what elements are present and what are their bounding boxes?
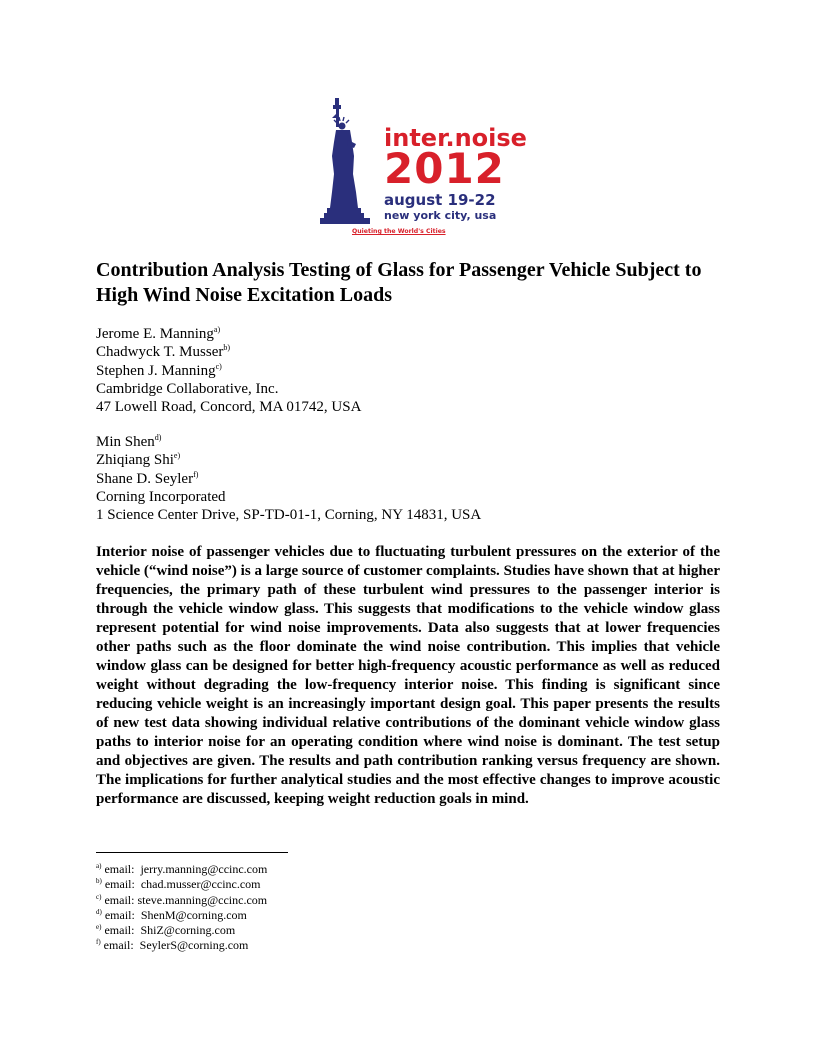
- logo-year: 2012: [384, 144, 505, 193]
- author-name: Min Shen: [96, 434, 155, 450]
- address: 1 Science Center Drive, SP-TD-01-1, Corning, NY 14831, USA: [96, 507, 482, 524]
- footnote-mark: c): [215, 361, 222, 371]
- paper-title: Contribution Analysis Testing of Glass for Passenger Vehicle Subject to High Wind Noise Excitation Loads: [96, 259, 702, 306]
- logo-tagline: Quieting the World's Cities: [352, 228, 446, 235]
- footnote-label: email:: [104, 877, 135, 892]
- footnote-mark: a): [96, 862, 102, 870]
- footnote-email: jerry.manning@ccinc.com: [140, 862, 268, 876]
- footnote-email: SeylerS@corning.com: [139, 938, 249, 953]
- footnote-label: email:: [104, 862, 135, 876]
- footnote-email: steve.manning@ccinc.com: [137, 892, 268, 907]
- abstract: Interior noise of passenger vehicles due to fluctuating turbulent pressures on the exterior of the vehicle (“wind noise”) is a large source of customer complaints. Studies have shown that at higher frequencies, the primary path of these turbulent wind pressures to the passenger interior is through the vehicle window glass. This suggests that modifications to the vehicle window glass represent potential for wind noise improvements. Data also suggests that at lower frequencies other paths such as the floor dominate the wind noise contribution. This implies that vehicle window glass can be designed for better high-frequency acoustic performance as well as reduced weight without degrading the low-frequency interior noise. This finding is significant since reducing vehicle weight is an increasingly important design goal. This paper presents the results of new test data showing individual relative contributions of the dominant vehicle window glass paths to interior noise for an operating condition where wind noise is dominant. The test setup and objectives are given. The results and path contribution ranking versus frequency are shown. The implications for further analytical studies and the most effective changes to improve acoustic performance are discussed, keeping weight reduction goals in mind.: [96, 544, 720, 807]
- footnote-mark: a): [213, 325, 221, 334]
- logo-dates: august 19-22: [384, 191, 496, 209]
- footnote-mark: b): [96, 877, 102, 886]
- author-name: Jerome E. Manning: [96, 326, 214, 342]
- author-name: Zhiqiang Shi: [96, 452, 174, 469]
- footnote-email: ShiZ@corning.com: [140, 923, 236, 938]
- footnote-mark: f): [96, 938, 101, 947]
- footnote-mark: e): [173, 451, 181, 461]
- author: [96, 451, 481, 469]
- author: [96, 362, 361, 380]
- author: [96, 470, 481, 488]
- affiliation: Cambridge Collaborative, Inc.: [96, 380, 279, 397]
- footnote-mark: c): [96, 892, 102, 901]
- footnote-mark: b): [223, 343, 231, 353]
- author-name: Chadwyck T. Musser: [96, 344, 224, 361]
- author: [96, 343, 361, 361]
- footnote: [96, 923, 267, 938]
- footnote-mark: e): [96, 923, 102, 932]
- author-group-1: [96, 325, 361, 416]
- logo-city: new york city, usa: [384, 209, 497, 222]
- statue-of-liberty-icon: [318, 96, 388, 224]
- footnotes: [96, 862, 267, 954]
- footnote-divider: [96, 852, 288, 853]
- footnote-email: chad.musser@ccinc.com: [140, 877, 261, 892]
- footnote: [96, 877, 267, 892]
- footnote: [96, 908, 267, 923]
- conference-logo: [318, 96, 527, 242]
- author-group-2: [96, 433, 481, 524]
- address: 47 Lowell Road, Concord, MA 01742, USA: [96, 399, 362, 416]
- footnote-mark: d): [96, 907, 102, 916]
- author: [96, 325, 361, 343]
- footnote-email: ShenM@corning.com: [140, 907, 247, 922]
- affiliation: Corning Incorporated: [96, 488, 226, 505]
- footnote-label: email:: [104, 907, 135, 922]
- author: [96, 433, 481, 451]
- footnote-mark: d): [154, 433, 162, 442]
- footnote-label: email:: [103, 938, 134, 953]
- footnote-label: email:: [104, 923, 135, 938]
- logo-name: inter.noise: [384, 124, 527, 152]
- footnote: [96, 938, 267, 953]
- footnote-mark: f): [193, 469, 199, 479]
- author-name: Stephen J. Manning: [96, 362, 216, 379]
- footnote-label: email:: [104, 892, 135, 907]
- footnote: [96, 862, 267, 877]
- author-name: Shane D. Seyler: [96, 470, 194, 487]
- footnote: [96, 893, 267, 908]
